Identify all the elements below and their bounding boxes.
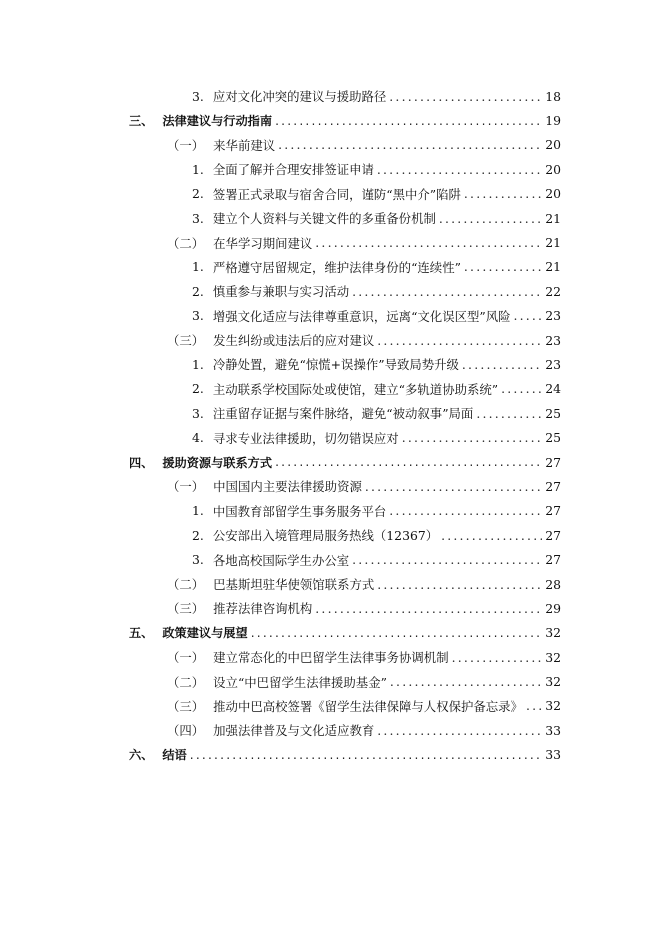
toc-entry-title: 公安部出入境管理局服务热线（12367） (212, 528, 439, 544)
toc-entry-page-number: 25 (545, 405, 561, 421)
toc-entry-number: 4. (192, 430, 204, 446)
toc-entry-number: 1. (192, 503, 204, 519)
toc-entry-number: （一） (167, 479, 205, 495)
dot-leader (464, 186, 542, 201)
toc-entry-page-number: 27 (545, 478, 561, 494)
toc-entry-title: 政策建议与展望 (162, 626, 248, 641)
toc-entry-title: 推动中巴高校签署《留学生法律保障与人权保护备忘录》 (213, 698, 523, 714)
toc-entry-page-number: 32 (545, 625, 561, 641)
toc-entry-number: 2. (192, 527, 204, 543)
toc-entry-page-number: 23 (545, 332, 561, 348)
toc-entry-title: 巴基斯坦驻华使领馆联系方式 (213, 577, 375, 592)
toc-entry[interactable] (129, 352, 561, 376)
toc-entry-title: 主动联系学校国际处或使馆，建立“多轨道协助系统” (212, 381, 499, 397)
toc-entry-number: 1. (192, 161, 204, 177)
toc-entry[interactable] (129, 572, 561, 596)
toc-entry-number: 3. (192, 405, 204, 421)
toc-entry-title: 中国教育部留学生事务服务平台 (212, 503, 387, 519)
toc-entry-title: 建立个人资料与关键文件的多重备份机制 (212, 211, 436, 227)
toc-entry-number: （二） (167, 577, 205, 592)
toc-entry-page-number: 23 (545, 356, 561, 372)
toc-entry[interactable] (129, 133, 561, 157)
toc-entry[interactable] (129, 450, 561, 474)
dot-leader (190, 748, 542, 762)
dot-leader (377, 162, 542, 177)
toc-entry[interactable] (129, 694, 561, 718)
toc-entry-number: （三） (167, 601, 205, 617)
dot-leader (278, 137, 542, 152)
toc-entry[interactable] (129, 474, 561, 498)
toc-entry[interactable] (129, 596, 561, 620)
toc-entry[interactable] (129, 401, 561, 425)
dot-leader (352, 552, 542, 567)
toc-entry[interactable] (129, 547, 561, 571)
toc-entry-number: 1. (192, 259, 204, 275)
toc-entry[interactable] (129, 157, 561, 181)
toc-entry-number: （二） (167, 674, 205, 690)
toc-entry[interactable] (129, 206, 561, 230)
toc-entry[interactable] (129, 523, 561, 547)
toc-entry-number: 六、 (129, 748, 154, 763)
toc-entry-title: 加强法律普及与文化适应教育 (213, 723, 375, 739)
dot-leader (389, 89, 542, 104)
toc-entry[interactable] (129, 182, 561, 206)
toc-entry-number: 2. (192, 283, 204, 299)
toc-entry-page-number: 24 (545, 381, 561, 397)
dot-leader (251, 626, 543, 640)
toc-entry-page-number: 21 (545, 210, 561, 226)
dot-leader (377, 577, 542, 592)
toc-entry-title: 冷静处置，避免“惊慌+误操作”导致局势升级 (212, 357, 459, 373)
dot-leader (464, 259, 542, 274)
toc-entry-title: 援助资源与联系方式 (162, 455, 273, 470)
dot-leader (402, 430, 543, 445)
toc-entry-number: 2. (192, 381, 204, 397)
toc-entry-page-number: 19 (545, 113, 561, 129)
toc-entry-page-number: 22 (545, 283, 561, 299)
dot-leader (352, 284, 542, 299)
toc-entry-page-number: 29 (545, 600, 561, 616)
toc-entry-page-number: 23 (545, 308, 561, 324)
toc-entry-title: 应对文化冲突的建议与援助路径 (212, 89, 387, 105)
dot-leader (389, 503, 542, 518)
toc-entry[interactable] (129, 425, 561, 449)
toc-entry-title: 严格遵守居留规定，维护法律身份的“连续性” (212, 259, 461, 275)
dot-leader (439, 211, 542, 226)
toc-entry-number: 3. (192, 88, 204, 104)
table-of-contents (129, 84, 561, 767)
toc-entry-title: 签署正式录取与宿舍合同，谨防“黑中介”陷阱 (212, 186, 461, 202)
toc-entry-title: 中国国内主要法律援助资源 (213, 479, 362, 495)
toc-entry[interactable] (129, 743, 561, 767)
toc-entry-page-number: 33 (545, 722, 561, 738)
toc-entry-number: （三） (167, 333, 205, 349)
dot-leader (275, 455, 542, 469)
dot-leader (315, 601, 542, 616)
toc-entry-number: （四） (167, 723, 205, 739)
toc-entry-number: 三、 (129, 114, 154, 129)
dot-leader (452, 650, 543, 665)
toc-entry-title: 推荐法律咨询机构 (213, 601, 313, 617)
toc-entry-number: 1. (192, 356, 204, 372)
toc-entry-title: 结语 (162, 748, 187, 763)
toc-entry-page-number: 20 (545, 186, 561, 202)
toc-entry-title: 增强文化适应与法律尊重意识，远离“文化误区型”风险 (212, 308, 511, 324)
toc-entry[interactable] (129, 304, 561, 328)
toc-entry-title: 慎重参与兼职与实习活动 (212, 284, 350, 300)
toc-entry[interactable] (129, 108, 561, 132)
toc-entry-page-number: 33 (545, 747, 561, 763)
toc-entry-title: 发生纠纷或违法后的应对建议 (213, 333, 375, 349)
toc-entry[interactable] (129, 328, 561, 352)
toc-entry-page-number: 25 (545, 430, 561, 446)
toc-entry-title: 各地高校国际学生办公室 (212, 552, 350, 568)
toc-entry[interactable] (129, 230, 561, 254)
dot-leader (377, 333, 542, 348)
toc-entry-title: 设立“中巴留学生法律援助基金” (213, 674, 387, 690)
toc-entry[interactable] (129, 279, 561, 303)
dot-leader (501, 381, 542, 396)
dot-leader (365, 479, 542, 494)
toc-entry[interactable] (129, 645, 561, 669)
toc-entry-number: （二） (167, 235, 205, 251)
toc-entry-page-number: 21 (545, 259, 561, 275)
dot-leader (526, 698, 542, 713)
toc-entry-number: （一） (167, 650, 205, 666)
dot-leader (476, 406, 542, 421)
dot-leader (441, 528, 542, 543)
toc-entry-page-number: 21 (545, 235, 561, 251)
toc-entry-page-number: 28 (545, 576, 561, 592)
toc-entry-title: 法律建议与行动指南 (162, 114, 273, 129)
toc-entry-title: 来华前建议 (213, 137, 276, 153)
dot-leader (513, 308, 542, 323)
toc-entry[interactable] (129, 255, 561, 279)
toc-entry-title: 在华学习期间建议 (213, 235, 313, 251)
toc-entry-page-number: 27 (545, 527, 561, 543)
toc-entry-page-number: 18 (545, 88, 561, 104)
toc-entry-title: 寻求专业法律援助，切勿错误应对 (212, 430, 399, 446)
toc-entry-number: （一） (167, 137, 205, 153)
toc-entry[interactable] (129, 84, 561, 108)
toc-entry-title: 注重留存证据与案件脉络，避免“被动叙事”局面 (212, 406, 474, 422)
dot-leader (275, 114, 542, 128)
toc-entry-number: 3. (192, 552, 204, 568)
toc-entry-page-number: 27 (545, 454, 561, 470)
toc-entry-number: 五、 (129, 626, 154, 641)
toc-entry-page-number: 32 (545, 649, 561, 665)
toc-entry[interactable] (129, 499, 561, 523)
toc-entry-number: 3. (192, 308, 204, 324)
toc-entry-page-number: 20 (545, 161, 561, 177)
toc-entry[interactable] (129, 669, 561, 693)
toc-entry-page-number: 27 (545, 503, 561, 519)
toc-entry[interactable] (129, 377, 561, 401)
toc-entry-page-number: 32 (545, 698, 561, 714)
toc-entry-number: 2. (192, 186, 204, 202)
dot-leader (462, 357, 542, 372)
toc-entry-number: 四、 (129, 455, 154, 470)
dot-leader (377, 723, 542, 738)
toc-entry-number: （三） (167, 698, 205, 714)
toc-entry-page-number: 27 (545, 552, 561, 568)
toc-entry[interactable] (129, 621, 561, 645)
toc-entry-title: 建立常态化的中巴留学生法律事务协调机制 (213, 650, 449, 666)
dot-leader (315, 235, 542, 250)
toc-entry-page-number: 32 (545, 674, 561, 690)
toc-entry-number: 3. (192, 210, 204, 226)
toc-entry-title: 全面了解并合理安排签证申请 (212, 162, 374, 178)
toc-entry-page-number: 20 (545, 137, 561, 153)
dot-leader (390, 674, 542, 689)
toc-entry[interactable] (129, 718, 561, 742)
